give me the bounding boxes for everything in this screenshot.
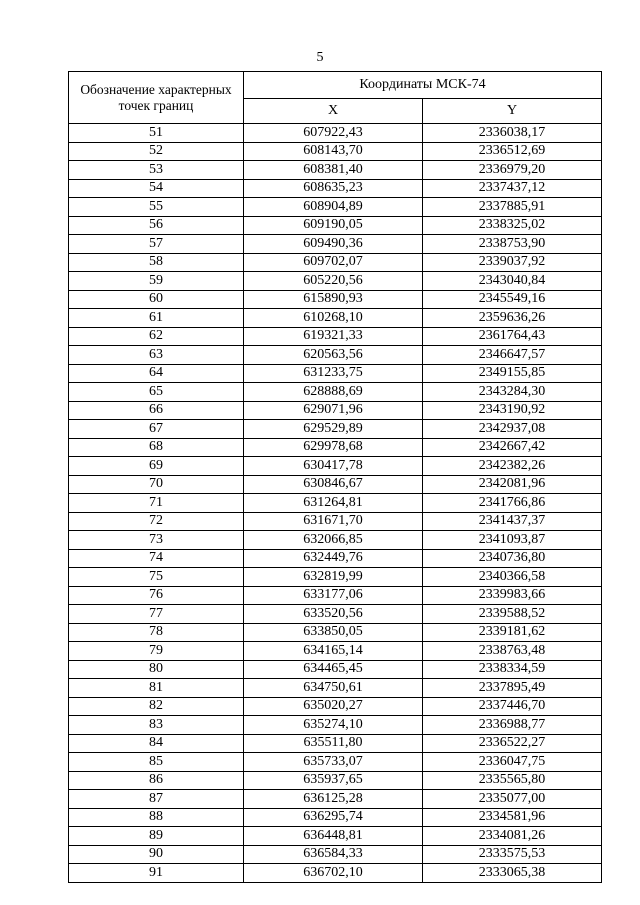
point-number-cell: 83 (69, 716, 244, 735)
table-row (69, 401, 602, 420)
point-number-cell: 84 (69, 734, 244, 753)
table-row (69, 383, 602, 402)
table-row (69, 845, 602, 864)
table-row (69, 549, 602, 568)
point-number-cell: 86 (69, 771, 244, 790)
y-coordinate-cell: 2339983,66 (423, 586, 602, 605)
table-row (69, 660, 602, 679)
table-row (69, 198, 602, 217)
y-coordinate-cell: 2336512,69 (423, 142, 602, 161)
y-coordinate-cell: 2338334,59 (423, 660, 602, 679)
x-coordinate-cell: 605220,56 (244, 272, 423, 291)
x-coordinate-cell: 620563,56 (244, 346, 423, 365)
x-coordinate-cell: 608904,89 (244, 198, 423, 217)
table-row (69, 346, 602, 365)
point-number-cell: 55 (69, 198, 244, 217)
table-header (69, 72, 602, 124)
point-number-cell: 62 (69, 327, 244, 346)
point-number-cell: 70 (69, 475, 244, 494)
x-coordinate-cell: 629978,68 (244, 438, 423, 457)
point-designation-header: Обозначение характерных точек границ (69, 72, 244, 124)
point-number-cell: 79 (69, 642, 244, 661)
table-row (69, 161, 602, 180)
x-coordinate-cell: 633177,06 (244, 586, 423, 605)
point-number-cell: 77 (69, 605, 244, 624)
table-row (69, 494, 602, 513)
x-coordinate-cell: 610268,10 (244, 309, 423, 328)
table-row (69, 586, 602, 605)
table-row (69, 364, 602, 383)
table-row (69, 827, 602, 846)
x-coordinate-cell: 634165,14 (244, 642, 423, 661)
y-coordinate-cell: 2337895,49 (423, 679, 602, 698)
point-number-cell: 81 (69, 679, 244, 698)
table-row (69, 438, 602, 457)
point-number-cell: 76 (69, 586, 244, 605)
y-coordinate-cell: 2341766,86 (423, 494, 602, 513)
table-row (69, 697, 602, 716)
y-coordinate-cell: 2337437,12 (423, 179, 602, 198)
x-coordinate-cell: 631671,70 (244, 512, 423, 531)
x-coordinate-cell: 607922,43 (244, 124, 423, 143)
x-coordinate-cell: 634750,61 (244, 679, 423, 698)
point-number-cell: 57 (69, 235, 244, 254)
x-coordinate-cell: 630846,67 (244, 475, 423, 494)
point-number-cell: 59 (69, 272, 244, 291)
x-coordinate-cell: 632819,99 (244, 568, 423, 587)
x-column-header: X (244, 99, 423, 124)
point-number-cell: 65 (69, 383, 244, 402)
point-number-cell: 90 (69, 845, 244, 864)
y-coordinate-cell: 2334081,26 (423, 827, 602, 846)
table-row (69, 216, 602, 235)
table-row (69, 642, 602, 661)
y-coordinate-cell: 2339037,92 (423, 253, 602, 272)
table-row (69, 272, 602, 291)
y-coordinate-cell: 2338325,02 (423, 216, 602, 235)
y-coordinate-cell: 2337446,70 (423, 697, 602, 716)
table-row (69, 475, 602, 494)
x-coordinate-cell: 633850,05 (244, 623, 423, 642)
table-row (69, 253, 602, 272)
x-coordinate-cell: 636448,81 (244, 827, 423, 846)
table-row (69, 124, 602, 143)
point-number-cell: 91 (69, 864, 244, 883)
table-row (69, 753, 602, 772)
y-coordinate-cell: 2359636,26 (423, 309, 602, 328)
table-row (69, 790, 602, 809)
point-number-cell: 54 (69, 179, 244, 198)
table-row (69, 420, 602, 439)
x-coordinate-cell: 635733,07 (244, 753, 423, 772)
y-coordinate-cell: 2342382,26 (423, 457, 602, 476)
point-number-cell: 67 (69, 420, 244, 439)
x-coordinate-cell: 630417,78 (244, 457, 423, 476)
x-coordinate-cell: 635020,27 (244, 697, 423, 716)
point-number-cell: 64 (69, 364, 244, 383)
point-number-cell: 74 (69, 549, 244, 568)
y-coordinate-cell: 2342667,42 (423, 438, 602, 457)
y-coordinate-cell: 2335077,00 (423, 790, 602, 809)
point-number-cell: 85 (69, 753, 244, 772)
x-coordinate-cell: 608381,40 (244, 161, 423, 180)
table-row (69, 734, 602, 753)
y-coordinate-cell: 2340366,58 (423, 568, 602, 587)
y-coordinate-cell: 2338763,48 (423, 642, 602, 661)
point-number-cell: 63 (69, 346, 244, 365)
table-row (69, 179, 602, 198)
y-coordinate-cell: 2335565,80 (423, 771, 602, 790)
point-number-cell: 72 (69, 512, 244, 531)
table-row (69, 142, 602, 161)
y-coordinate-cell: 2340736,80 (423, 549, 602, 568)
x-coordinate-cell: 632066,85 (244, 531, 423, 550)
y-coordinate-cell: 2342081,96 (423, 475, 602, 494)
table-row (69, 716, 602, 735)
table-row (69, 457, 602, 476)
y-column-header: Y (423, 99, 602, 124)
y-coordinate-cell: 2361764,43 (423, 327, 602, 346)
x-coordinate-cell: 628888,69 (244, 383, 423, 402)
y-coordinate-cell: 2349155,85 (423, 364, 602, 383)
point-number-cell: 53 (69, 161, 244, 180)
y-coordinate-cell: 2336522,27 (423, 734, 602, 753)
x-coordinate-cell: 609190,05 (244, 216, 423, 235)
point-number-cell: 56 (69, 216, 244, 235)
point-number-cell: 52 (69, 142, 244, 161)
point-number-cell: 58 (69, 253, 244, 272)
y-coordinate-cell: 2334581,96 (423, 808, 602, 827)
x-coordinate-cell: 632449,76 (244, 549, 423, 568)
y-coordinate-cell: 2343190,92 (423, 401, 602, 420)
y-coordinate-cell: 2343040,84 (423, 272, 602, 291)
y-coordinate-cell: 2336038,17 (423, 124, 602, 143)
table-row (69, 864, 602, 883)
y-coordinate-cell: 2339181,62 (423, 623, 602, 642)
x-coordinate-cell: 619321,33 (244, 327, 423, 346)
coordinates-header: Координаты МСК-74 (244, 72, 602, 99)
y-coordinate-cell: 2333575,53 (423, 845, 602, 864)
point-number-cell: 88 (69, 808, 244, 827)
table-row (69, 327, 602, 346)
table-row (69, 771, 602, 790)
y-coordinate-cell: 2341437,37 (423, 512, 602, 531)
y-coordinate-cell: 2333065,38 (423, 864, 602, 883)
y-coordinate-cell: 2336988,77 (423, 716, 602, 735)
y-coordinate-cell: 2338753,90 (423, 235, 602, 254)
y-coordinate-cell: 2336979,20 (423, 161, 602, 180)
table-row (69, 512, 602, 531)
coordinates-table (68, 71, 602, 883)
table-row (69, 290, 602, 309)
x-coordinate-cell: 629529,89 (244, 420, 423, 439)
point-number-cell: 87 (69, 790, 244, 809)
point-number-cell: 73 (69, 531, 244, 550)
x-coordinate-cell: 629071,96 (244, 401, 423, 420)
table-body (69, 124, 602, 883)
y-coordinate-cell: 2345549,16 (423, 290, 602, 309)
x-coordinate-cell: 636702,10 (244, 864, 423, 883)
x-coordinate-cell: 636295,74 (244, 808, 423, 827)
x-coordinate-cell: 635511,80 (244, 734, 423, 753)
point-number-cell: 66 (69, 401, 244, 420)
table-row (69, 235, 602, 254)
point-number-cell: 82 (69, 697, 244, 716)
y-coordinate-cell: 2337885,91 (423, 198, 602, 217)
table-row (69, 679, 602, 698)
x-coordinate-cell: 609702,07 (244, 253, 423, 272)
x-coordinate-cell: 635274,10 (244, 716, 423, 735)
x-coordinate-cell: 633520,56 (244, 605, 423, 624)
x-coordinate-cell: 631233,75 (244, 364, 423, 383)
x-coordinate-cell: 609490,36 (244, 235, 423, 254)
x-coordinate-cell: 635937,65 (244, 771, 423, 790)
point-number-cell: 69 (69, 457, 244, 476)
y-coordinate-cell: 2346647,57 (423, 346, 602, 365)
x-coordinate-cell: 636125,28 (244, 790, 423, 809)
point-number-cell: 80 (69, 660, 244, 679)
x-coordinate-cell: 636584,33 (244, 845, 423, 864)
x-coordinate-cell: 631264,81 (244, 494, 423, 513)
point-number-cell: 68 (69, 438, 244, 457)
table-row (69, 808, 602, 827)
point-number-cell: 89 (69, 827, 244, 846)
x-coordinate-cell: 615890,93 (244, 290, 423, 309)
point-number-cell: 61 (69, 309, 244, 328)
point-number-cell: 51 (69, 124, 244, 143)
x-coordinate-cell: 608635,23 (244, 179, 423, 198)
y-coordinate-cell: 2343284,30 (423, 383, 602, 402)
y-coordinate-cell: 2341093,87 (423, 531, 602, 550)
y-coordinate-cell: 2336047,75 (423, 753, 602, 772)
page-number: 5 (316, 50, 324, 65)
table-row (69, 605, 602, 624)
table-row (69, 309, 602, 328)
x-coordinate-cell: 634465,45 (244, 660, 423, 679)
x-coordinate-cell: 608143,70 (244, 142, 423, 161)
point-number-cell: 60 (69, 290, 244, 309)
point-number-cell: 75 (69, 568, 244, 587)
table-row (69, 531, 602, 550)
table-row (69, 623, 602, 642)
table-row (69, 568, 602, 587)
y-coordinate-cell: 2342937,08 (423, 420, 602, 439)
point-number-cell: 78 (69, 623, 244, 642)
y-coordinate-cell: 2339588,52 (423, 605, 602, 624)
point-number-cell: 71 (69, 494, 244, 513)
